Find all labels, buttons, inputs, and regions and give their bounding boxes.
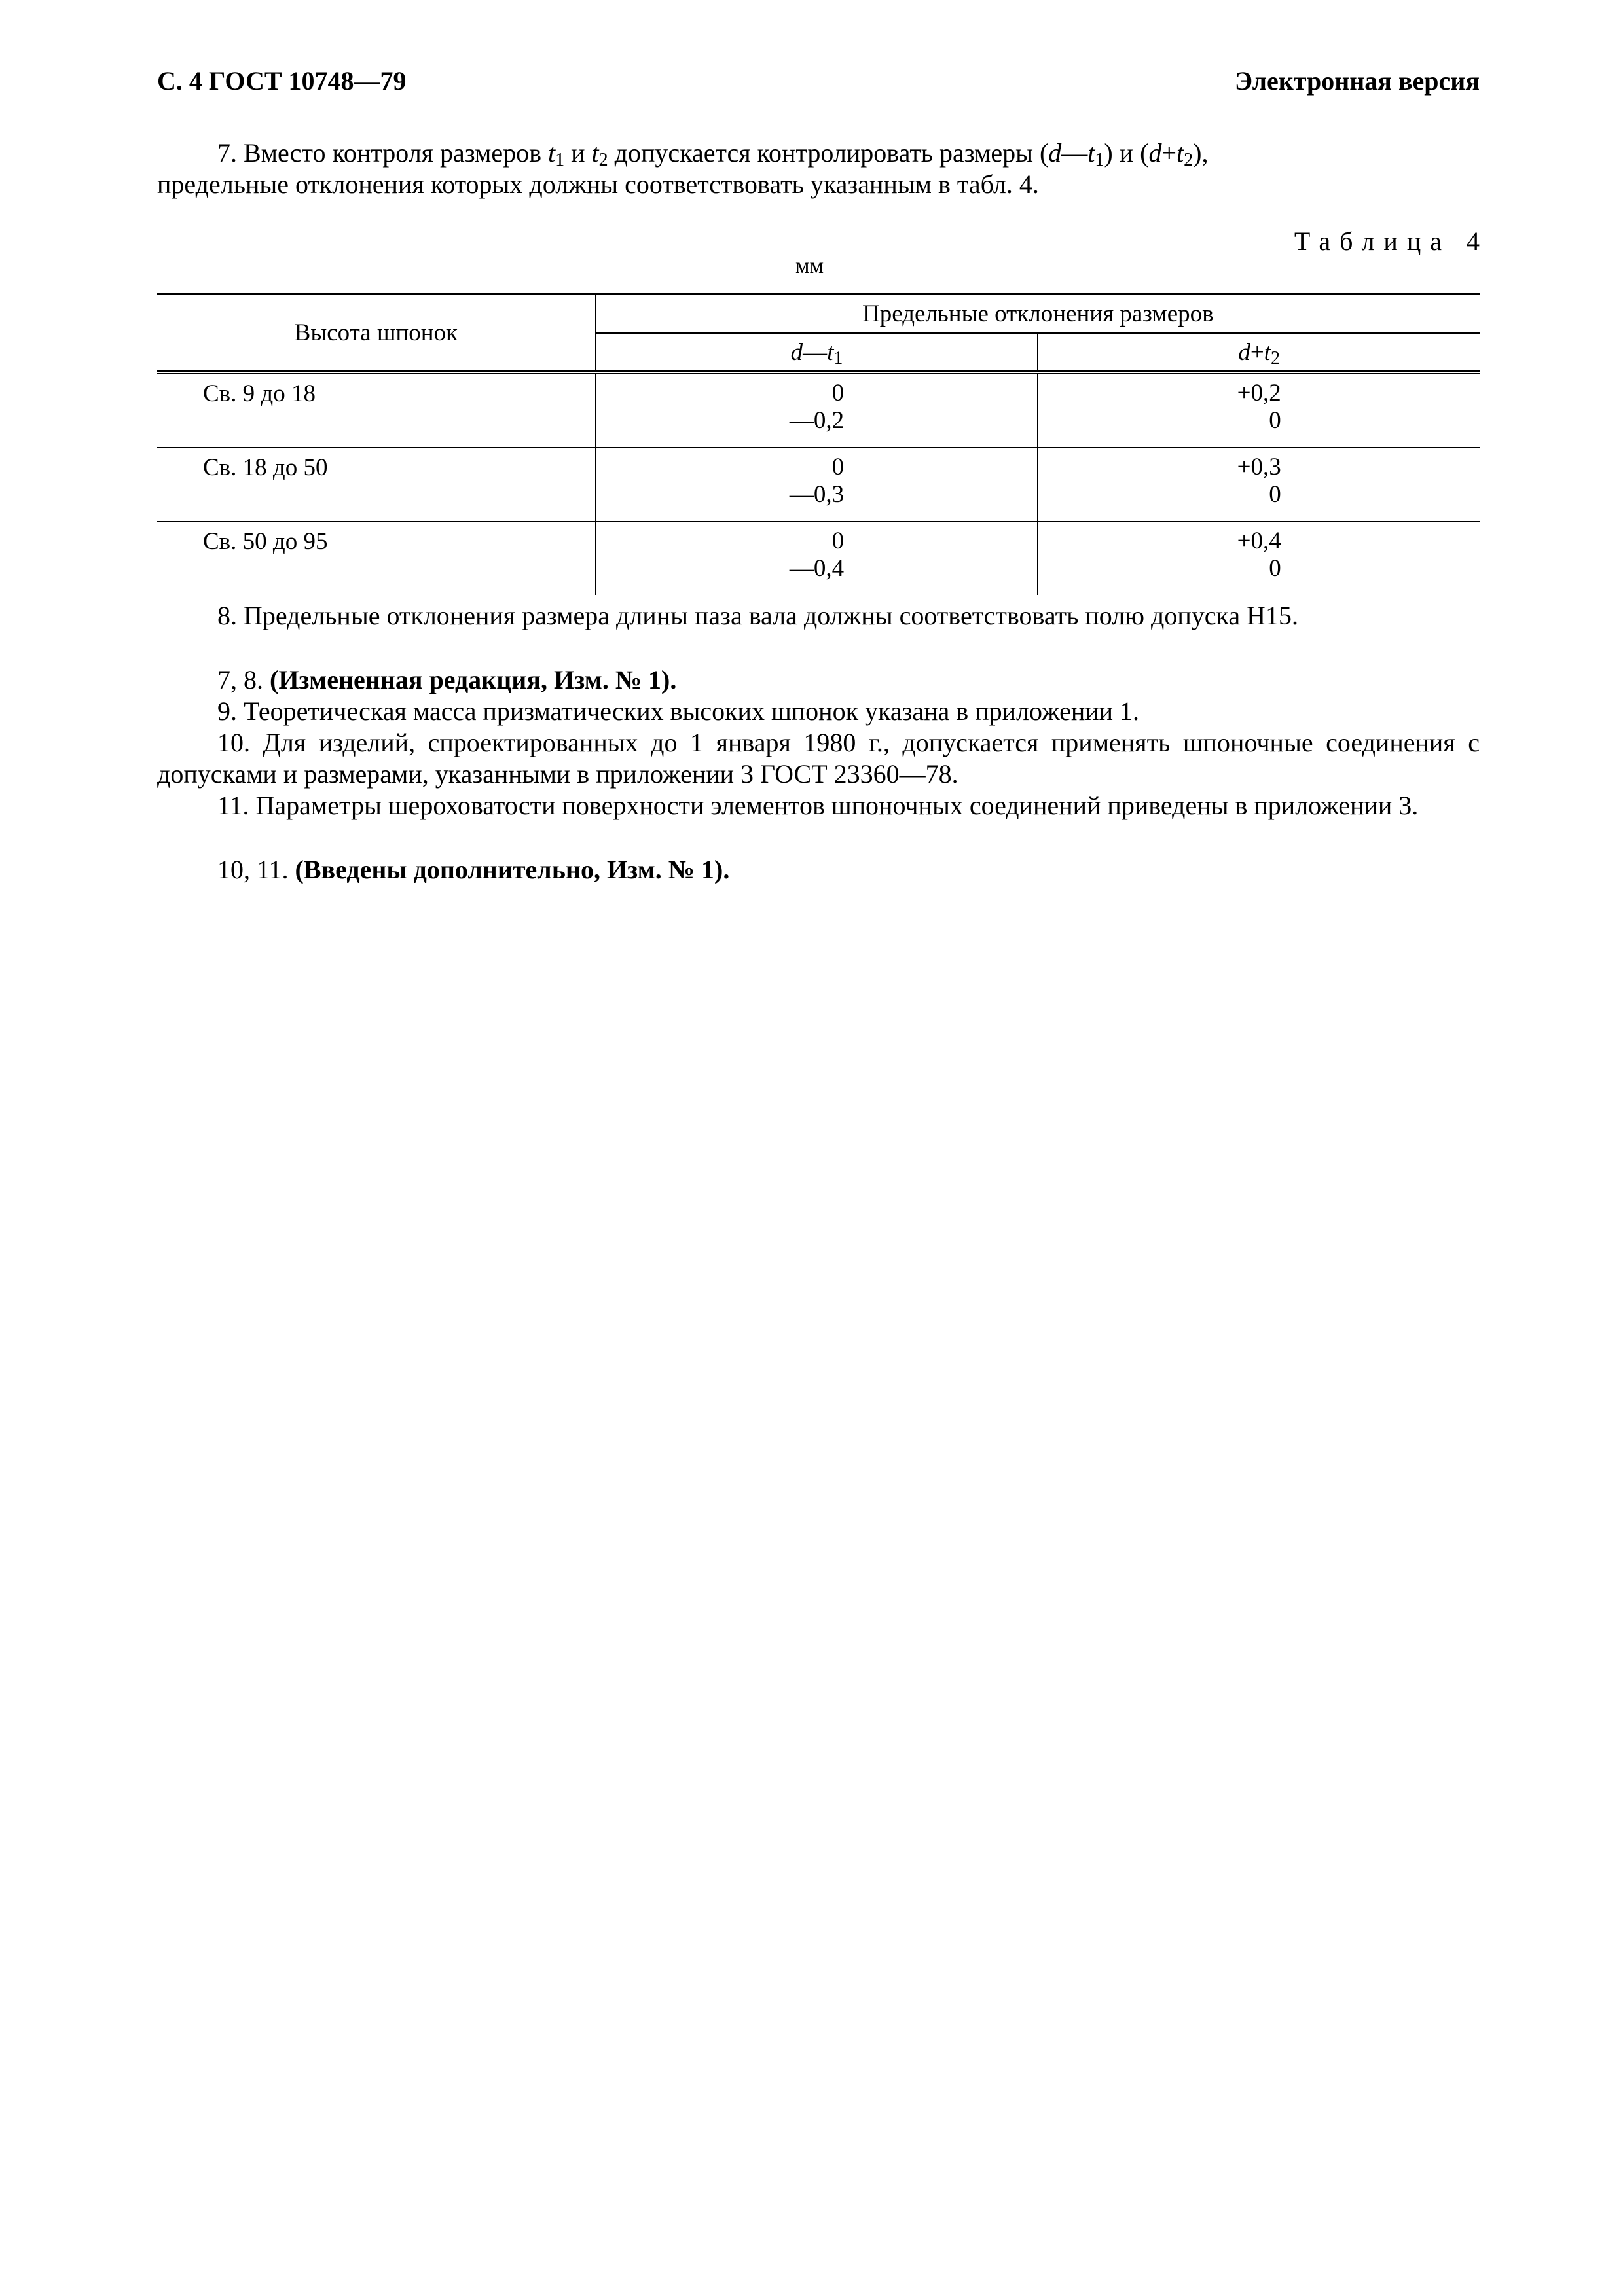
page-header — [157, 65, 1480, 111]
cell-d-plus-t2: +0,3 0 — [1038, 448, 1480, 522]
paragraph-10: 10. Для изделий, спроектированных до 1 января 1980 г., допускается применять шпоночные соединения с допусками и размерами, указанными в приложении 3 ГОСТ 23360—78. — [157, 728, 1480, 789]
header-standard-ref: С. 4 ГОСТ 10748—79 — [157, 66, 407, 96]
paragraph-8: 8. Предельные отклонения размера длины паза вала должны соответствовать полю допуска Н15. — [217, 601, 1299, 630]
cell-d-minus-t1: 0 —0,4 — [596, 522, 1038, 595]
cell-d-plus-t2: +0,2 0 — [1038, 372, 1480, 448]
cell-d-minus-t1: 0 —0,2 — [596, 372, 1038, 448]
table-row — [157, 522, 1480, 595]
paragraph-7-line2: предельные отклонения которых должны соответствовать указанным в табл. 4. — [157, 170, 1039, 199]
table-units: мм — [795, 254, 824, 278]
table-caption: Таблица 4 — [1294, 226, 1480, 256]
table-row — [157, 372, 1480, 448]
paragraph-7-8-amendment: 7, 8. (Измененная редакция, Изм. № 1). — [217, 665, 677, 694]
col-header-d-plus-t2: $d+t_2$ — [1038, 333, 1480, 372]
table-row — [157, 448, 1480, 522]
cell-d-plus-t2: +0,4 0 — [1038, 522, 1480, 595]
paragraph-9: 9. Теоретическая масса призматических высоких шпонок указана в приложении 1. — [217, 696, 1140, 726]
cell-key-height: Св. 9 до 18 — [157, 372, 596, 448]
col-header-d-minus-t1: $d—t_1$ — [596, 333, 1038, 372]
cell-d-minus-t1: 0 —0,3 — [596, 448, 1038, 522]
col-header-key-height: Высота шпонок — [157, 294, 596, 373]
tolerance-table — [157, 293, 1480, 595]
header-version: Электронная версия — [1234, 66, 1480, 96]
cell-key-height: Св. 18 до 50 — [157, 448, 596, 522]
cell-key-height: Св. 50 до 95 — [203, 528, 328, 555]
paragraph-10-11-amendment: 10, 11. (Введены дополнительно, Изм. № 1). — [217, 855, 730, 884]
paragraph-11: 11. Параметры шероховатости поверхности элементов шпоночных соединений приведены в приложении 3. — [217, 791, 1419, 820]
col-header-deviations: Предельные отклонения размеров — [596, 294, 1480, 334]
paragraph-7: 7. Вместо контроля размеров $t_1$ и $t_2$ допускается контролировать размеры $(d—t_1)$ и $(d+t_2)$, предельные отклонения которых должны соответствовать указанным в табл. 4. — [157, 138, 1209, 199]
